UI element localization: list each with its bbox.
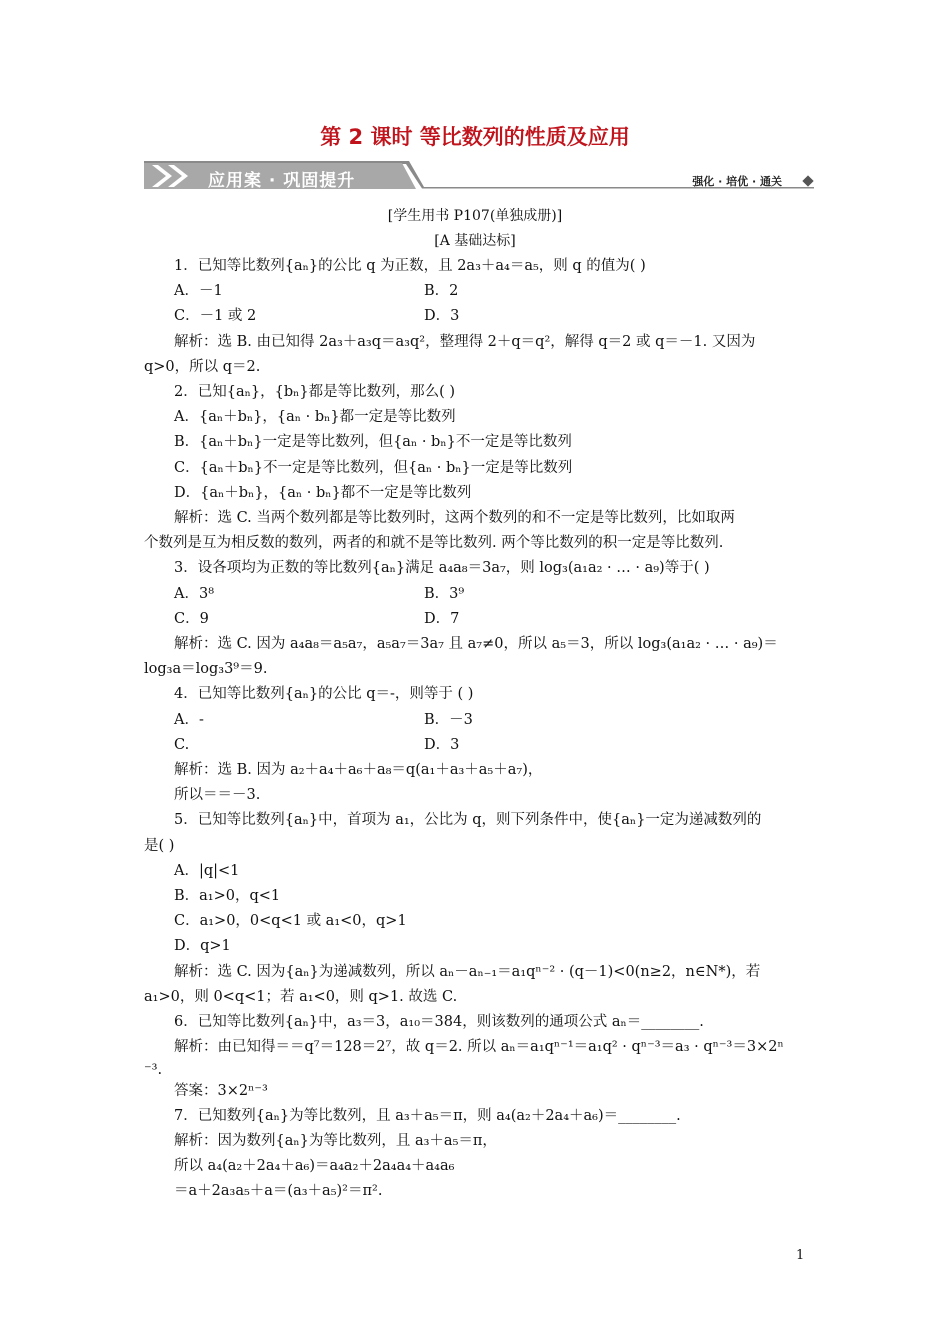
page-number: 1 xyxy=(796,1248,805,1263)
solution-line: 个数列是互为相反数的数列，两者的和就不是等比数列. 两个等比数列的积一定是等比数列. xyxy=(144,535,724,552)
solution-line: 解析：选 C. 当两个数列都是等比数列时，这两个数列的和不一定是等比数列，比如取两 xyxy=(174,510,735,527)
option: C．－1 或 2 xyxy=(174,308,257,325)
option: C．{aₙ＋bₙ}不一定是等比数列，但{aₙ · bₙ}一定是等比数列 xyxy=(174,459,573,476)
option: B．2 xyxy=(424,283,459,300)
page-title: 第 2 课时 等比数列的性质及应用 xyxy=(320,125,630,149)
option: D．3 xyxy=(424,308,460,325)
question-6: 6．已知等比数列{aₙ}中，a₃＝3，a₁₀＝384，则该数列的通项公式 aₙ＝________. xyxy=(174,1014,704,1031)
question-7: 7．已知数列{aₙ}为等比数列，且 a₃＋a₅＝π，则 a₄(a₂＋2a₄＋a₆)＝________. xyxy=(174,1107,681,1124)
solution-line: 解析：选 B. 由已知得 2a₃＋a₃q＝a₃q²，整理得 2＋q＝q²，解得 q＝2 或 q＝－1. 又因为 xyxy=(174,333,756,350)
option: C．a₁>0，0<q<1 或 a₁<0，q>1 xyxy=(174,913,407,930)
solution-line: 解析：选 B. 因为 a₂＋a₄＋a₆＋a₈＝q(a₁＋a₃＋a₅＋a₇)， xyxy=(174,762,543,779)
question-line: 是( ) xyxy=(144,837,175,854)
options-row xyxy=(144,607,812,632)
options-row xyxy=(144,279,812,304)
option: B．3⁹ xyxy=(424,585,465,602)
answer-line: 答案：3×2ⁿ⁻³ xyxy=(174,1082,268,1099)
option: B．a₁>0，q<1 xyxy=(174,888,281,905)
banner-left-label: 应用案 · 巩固提升 xyxy=(208,171,356,191)
option: D．q>1 xyxy=(174,938,231,955)
question-3: 3．设各项均为正数的等比数列{aₙ}满足 a₄a₈＝3a₇，则 log₃(a₁a₂ · … · a₉)等于( ) xyxy=(174,560,710,577)
question-5: 5．已知等比数列{aₙ}中，首项为 a₁，公比为 q，则下列条件中，使{aₙ}一定为递减数列的 xyxy=(174,812,762,829)
solution-line: 解析：选 C. 因为{aₙ}为递减数列，所以 aₙ－aₙ₋₁＝a₁qⁿ⁻² · (q－1)<0(n≥2，n∈N*)，若 xyxy=(174,963,761,980)
question-1: 1．已知等比数列{aₙ}的公比 q 为正数，且 2a₃＋a₄＝a₅，则 q 的值为( ) xyxy=(174,258,646,274)
option: A．- xyxy=(174,711,204,728)
solution-line: 解析：由已知得＝＝q⁷＝128＝2⁷，故 q＝2. 所以 aₙ＝a₁qⁿ⁻¹＝a₁q² · qⁿ⁻³＝a₃ · qⁿ⁻³＝3×2ⁿ xyxy=(174,1039,784,1056)
question-2: 2．已知{aₙ}，{bₙ}都是等比数列，那么( ) xyxy=(174,384,456,401)
options-row xyxy=(144,304,812,329)
option: D．3 xyxy=(424,736,460,753)
option: A．|q|<1 xyxy=(174,862,240,879)
option: D．{aₙ＋bₙ}，{aₙ · bₙ}都不一定是等比数列 xyxy=(174,484,472,501)
book-reference: [学生用书 P107(单独成册)] xyxy=(387,208,563,224)
solution-line: log₃a＝log₃3⁹＝9. xyxy=(144,661,268,678)
option: C. xyxy=(174,736,190,753)
option: B．{aₙ＋bₙ}一定是等比数列，但{aₙ · bₙ}不一定是等比数列 xyxy=(174,434,572,451)
option: D．7 xyxy=(424,610,460,627)
solution-line: 解析：因为数列{aₙ}为等比数列，且 a₃＋a₅＝π， xyxy=(174,1132,497,1149)
option: A．3⁸ xyxy=(174,585,215,602)
question-4: 4．已知等比数列{aₙ}的公比 q＝-，则等于 ( ) xyxy=(174,686,474,703)
solution-line: ＝a＋2a₃a₅＋a＝(a₃＋a₅)²＝π². xyxy=(174,1183,383,1200)
option: B．－3 xyxy=(424,711,473,728)
options-row xyxy=(144,708,812,733)
section-banner xyxy=(144,161,814,193)
banner-right-label: 强化 · 培优 · 通关 xyxy=(692,175,782,188)
options-row xyxy=(144,733,812,758)
exercise-content xyxy=(144,254,812,1205)
solution-line: q>0，所以 q＝2. xyxy=(144,358,261,375)
option: C．9 xyxy=(174,610,209,627)
solution-line: a₁>0，则 0<q<1；若 a₁<0，则 q>1. 故选 C. xyxy=(144,988,458,1005)
solution-line: ⁻³. xyxy=(144,1061,163,1078)
option: A．{aₙ＋bₙ}，{aₙ · bₙ}都一定是等比数列 xyxy=(174,409,456,426)
solution-line: 所以 a₄(a₂＋2a₄＋a₆)＝a₄a₂＋2a₄a₄＋a₄a₆ xyxy=(174,1158,455,1175)
solution-line: 所以＝＝－3. xyxy=(174,787,261,804)
section-heading: [A 基础达标] xyxy=(434,233,516,249)
solution-line: 解析：选 C. 因为 a₄a₈＝a₅a₇，a₅a₇＝3a₇ 且 a₇≠0，所以 a₅＝3，所以 log₃(a₁a₂ · … · a₉)＝ xyxy=(174,636,778,653)
option: A．－1 xyxy=(174,283,223,300)
options-row xyxy=(144,582,812,607)
